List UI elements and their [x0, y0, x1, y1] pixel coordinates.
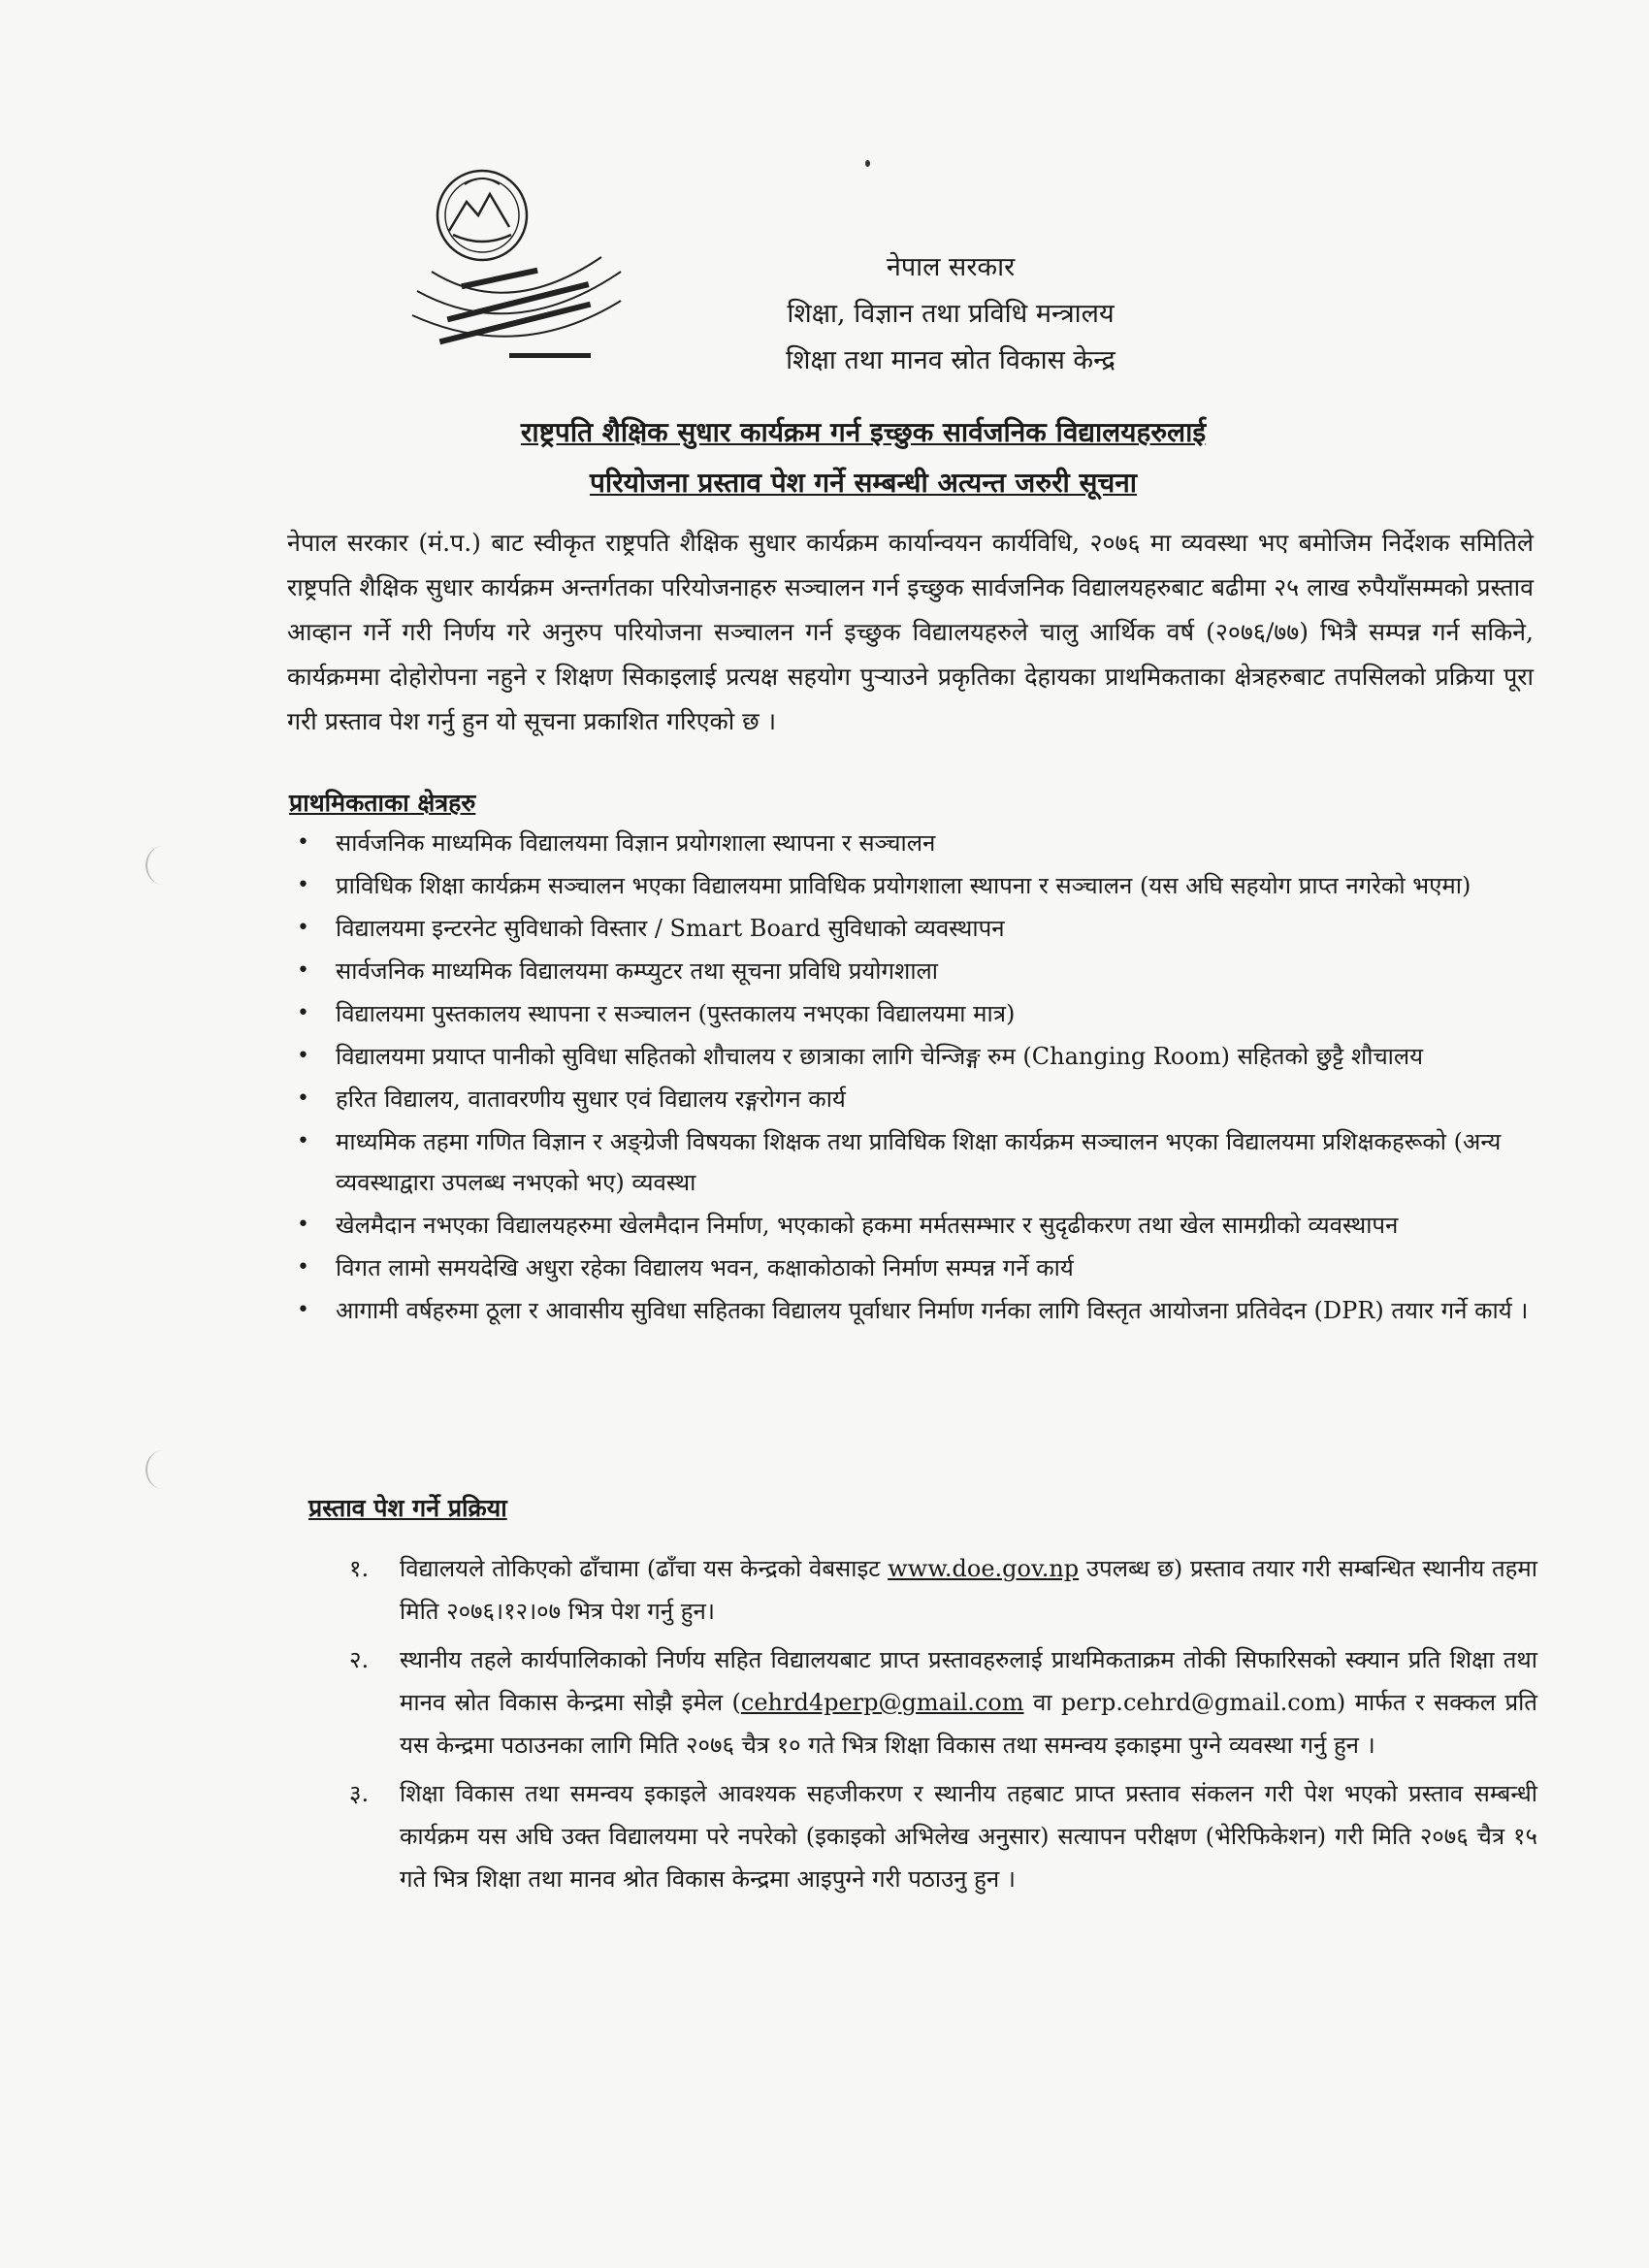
priority-text: सार्वजनिक माध्यमिक विद्यालयमा कम्प्युटर तथा सूचना प्रविधि प्रयोगशाला	[336, 957, 939, 985]
bullet-icon: •	[297, 1001, 309, 1025]
priority-text: विगत लामो समयदेखि अधुरा रहेका विद्यालय भवन, कक्षाकोठाको निर्माण सम्पन्न गर्ने कार्य	[336, 1254, 1074, 1281]
step-number: ३.	[349, 1780, 370, 1807]
notice-title	[291, 407, 1436, 508]
bullet-icon: •	[297, 1129, 309, 1153]
process-step	[349, 1547, 1537, 1633]
bullet-icon: •	[297, 1044, 309, 1068]
bullet-icon: •	[297, 958, 309, 983]
priority-text: माध्यमिक तहमा गणित विज्ञान र अङ्ग्रेजी विषयका शिक्षक तथा प्राविधिक शिक्षा कार्यक्रम सञ्चालन भएका विद्यालयमा प्रशिक्षकहरूको (अन्य व्यवस्थाद्वारा उपलब्ध नभएको भए) व्यवस्था	[336, 1128, 1502, 1196]
priority-text: विद्यालयमा पुस्तकालय स्थापना र सञ्चालन (पुस्तकालय नभएका विद्यालयमा मात्र)	[336, 1000, 1016, 1027]
process-steps	[349, 1547, 1537, 1906]
priority-item	[291, 1079, 1542, 1119]
bullet-icon: •	[297, 873, 309, 897]
priority-list	[291, 823, 1542, 1333]
priority-heading: प्राथमिकताका क्षेत्रहरु	[289, 789, 476, 817]
bullet-icon: •	[297, 1213, 309, 1237]
priority-item	[291, 1121, 1542, 1203]
step-text: विद्यालयले तोकिएको ढाँचामा (ढाँचा यस केन्द्रको वेबसाइट	[400, 1555, 889, 1582]
priority-text: आगामी वर्षहरुमा ठूला र आवासीय सुविधा सहितका विद्यालय पूर्वाधार निर्माण गर्नका लागि विस्तृत आयोजना प्रतिवेदन (DPR) तयार गर्ने कार्य ।	[336, 1297, 1529, 1324]
priority-text: प्राविधिक शिक्षा कार्यक्रम सञ्चालन भएका विद्यालयमा प्राविधिक प्रयोगशाला स्थापना र सञ्चालन (यस अघि सहयोग प्राप्त नगरेको भएमा)	[336, 872, 1471, 899]
step-text: शिक्षा विकास तथा समन्वय इकाइले आवश्यक सहजीकरण र स्थानीय तहबाट प्राप्त प्रस्ताव संकलन गरी पेश भएको प्रस्ताव सम्बन्धी कार्यक्रम यस अघि उक्त विद्यालयमा परे नपरेको (इकाइको अभिलेख अनुसार) सत्यापन परीक्षण (भेरिफिकेशन) गरी मिति २०७६ चैत्र १५ गते भित्र शिक्षा तथा मानव श्रोत विकास केन्द्रमा आइपुग्ने गरी पठाउनु हुन ।	[400, 1780, 1537, 1893]
bullet-icon: •	[297, 1298, 309, 1322]
step-text-continued: उपलब्ध छ) प्रस्ताव तयार गरी सम्बन्धित स्थानीय तहमा मिति २०७६।१२।०७ भित्र पेश गर्नु हुन।	[400, 1555, 1537, 1625]
priority-item	[291, 1036, 1542, 1077]
intro-paragraph: नेपाल सरकार (मं.प.) बाट स्वीकृत राष्ट्रपति शैक्षिक सुधार कार्यक्रम कार्यान्वयन कार्यविधि, २०७६ मा व्यवस्था भए बमोजिम निर्देशक समितिले राष्ट्रपति शैक्षिक सुधार कार्यक्रम अन्तर्गतका परियोजनाहरु सञ्चालन गर्न इच्छुक सार्वजनिक विद्यालयहरुबाट बढीमा २५ लाख रुपैयाँसम्मको प्रस्ताव आव्हान गर्ने गरी निर्णय गरे अनुरुप परियोजना सञ्चालन गर्न इच्छुक विद्यालयहरुले चालु आर्थिक वर्ष (२०७६/७७) भित्रै सम्पन्न गर्न सकिने, कार्यक्रममा दोहोरोपना नहुने र शिक्षण सिकाइलाई प्रत्यक्ष सहयोग पुर्‍याउने प्रकृतिका देहायका प्राथमिकताका क्षेत्रहरुबाट तपसिलको प्रक्रिया पूरा गरी प्रस्ताव पेश गर्नु हुन यो सूचना प्रकाशित गरिएको छ ।	[287, 529, 1534, 735]
title-line-1: राष्ट्रपति शैक्षिक सुधार कार्यक्रम गर्न इच्छुक सार्वजनिक विद्यालयहरुलाई	[520, 416, 1207, 448]
step-link[interactable]: www.doe.gov.np	[888, 1555, 1080, 1582]
priority-text: खेलमैदान नभएका विद्यालयहरुमा खेलमैदान निर्माण, भएकाको हकमा मर्मतसम्भार र सुदृढीकरण तथा खेल सामग्रीको व्यवस्थापन	[336, 1212, 1399, 1239]
priority-item	[291, 993, 1542, 1034]
priority-text: विद्यालयमा इन्टरनेट सुविधाको विस्तार / Smart Board सुविधाको व्यवस्थापन	[336, 915, 1005, 942]
priority-item	[291, 1205, 1542, 1246]
punch-hole-mark	[146, 846, 180, 885]
process-heading: प्रस्ताव पेश गर्ने प्रक्रिया	[308, 1494, 507, 1522]
bullet-icon: •	[297, 830, 309, 855]
title-line-2: परियोजना प्रस्ताव पेश गर्ने सम्बन्धी अत्यन्त जरुरी सूचना	[589, 467, 1138, 499]
priority-text: विद्यालयमा प्रयाप्त पानीको सुविधा सहितको शौचालय र छात्राका लागि चेन्जिङ्ग रुम (Changing Room) सहितको छुट्टै शौचालय	[336, 1043, 1424, 1070]
step-link[interactable]: cehrd4perp@gmail.com	[740, 1689, 1024, 1716]
header-ministry: शिक्षा, विज्ञान तथा प्रविधि मन्त्रालय	[787, 299, 1115, 329]
bullet-icon: •	[297, 1086, 309, 1111]
step-text-continued: वा perp.cehrd@gmail.com) मार्फत र सक्कल प्रति यस केन्द्रमा पठाउनका लागि मिति २०७६ चैत्र १० गते भित्र शिक्षा विकास तथा समन्वय इकाइमा पुग्ने व्यवस्था गर्नु हुन ।	[400, 1689, 1537, 1759]
bullet-icon: •	[297, 916, 309, 940]
priority-item	[291, 908, 1542, 949]
priority-text: हरित विद्यालय, वातावरणीय सुधार एवं विद्यालय रङ्गरोगन कार्य	[336, 1085, 846, 1113]
step-number: १.	[349, 1555, 370, 1582]
process-step	[349, 1638, 1537, 1766]
step-number: २.	[349, 1646, 370, 1673]
priority-item	[291, 1290, 1542, 1331]
priority-item	[291, 951, 1542, 991]
punch-hole-mark	[146, 1450, 180, 1489]
government-seal-icon	[344, 155, 664, 369]
step-text: स्थानीय तहले कार्यपालिकाको निर्णय सहित विद्यालयबाट प्राप्त प्रस्तावहरुलाई प्राथमिकताक्रम तोकी सिफारिसको स्क्यान प्रति शिक्षा तथा मानव स्रोत विकास केन्द्रमा सोझै इमेल (	[400, 1646, 1537, 1716]
header-government: नेपाल सरकार	[886, 252, 1016, 282]
priority-item	[291, 865, 1542, 906]
priority-item	[291, 1247, 1542, 1288]
bullet-icon: •	[297, 1255, 309, 1280]
process-step	[349, 1772, 1537, 1900]
issuing-authority	[698, 244, 1203, 384]
priority-text: सार्वजनिक माध्यमिक विद्यालयमा विज्ञान प्रयोगशाला स्थापना र सञ्चालन	[336, 829, 936, 857]
scan-speck	[865, 160, 870, 167]
priority-item	[291, 823, 1542, 863]
header-center: शिक्षा तथा मानव स्रोत विकास केन्द्र	[786, 345, 1116, 375]
